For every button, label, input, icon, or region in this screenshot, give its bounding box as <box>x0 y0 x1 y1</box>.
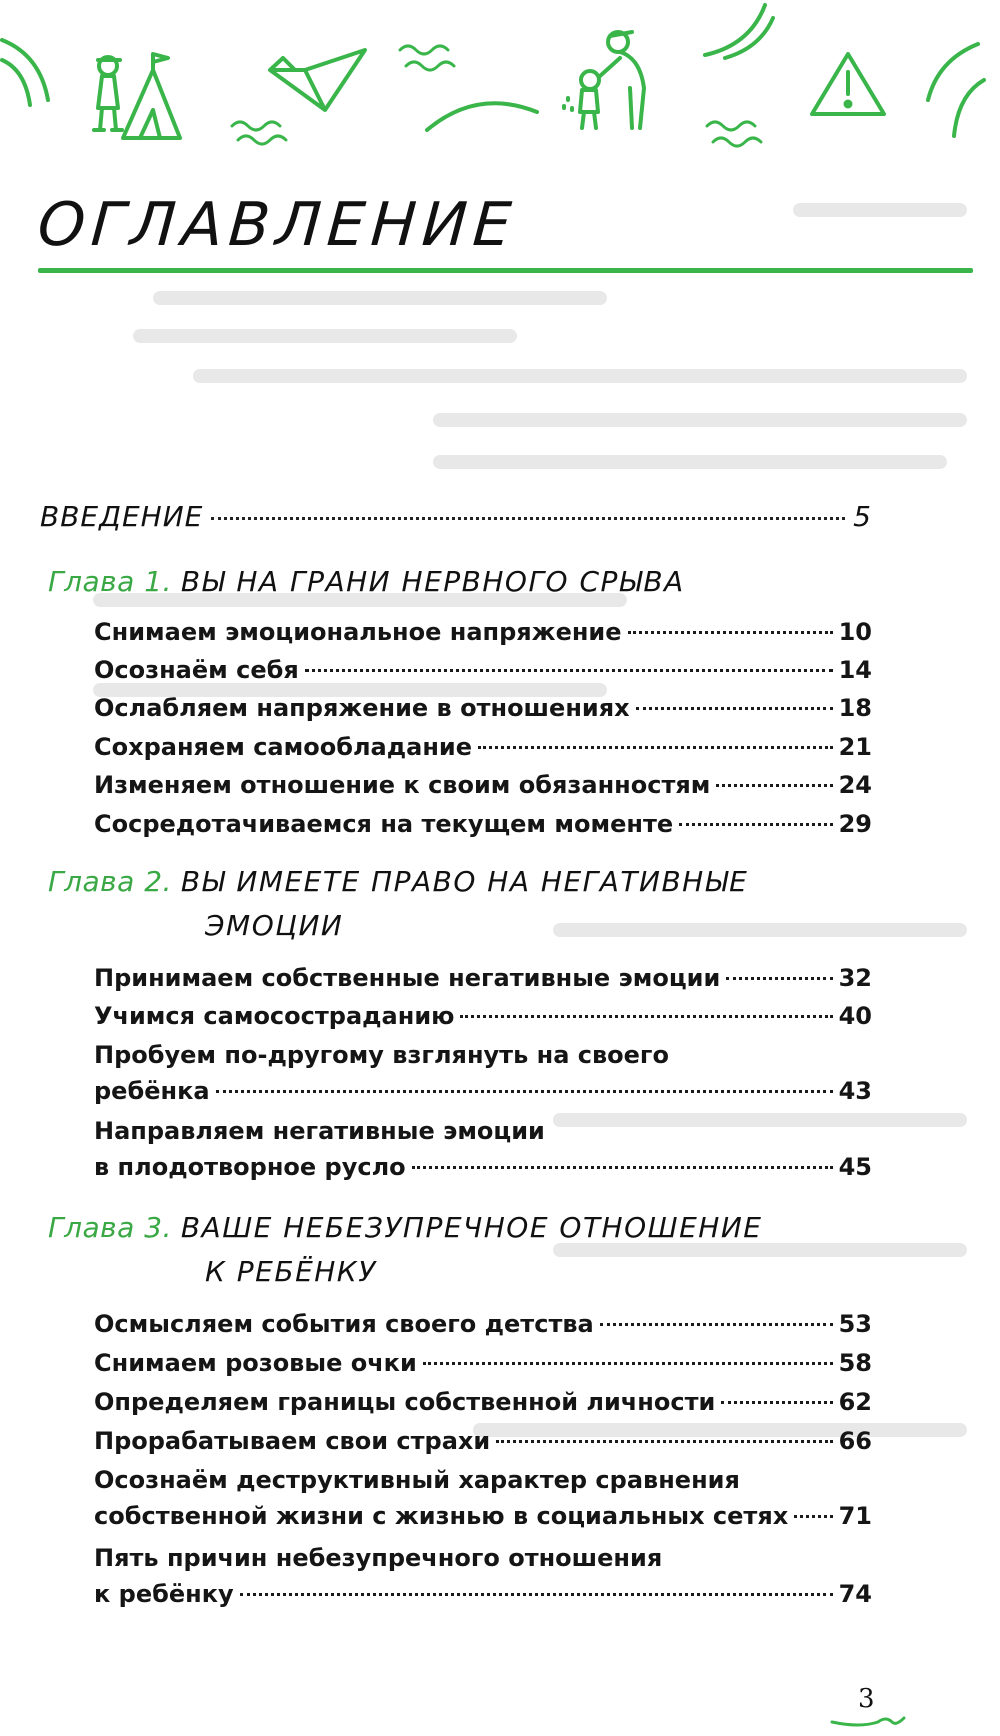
intro-page: 5 <box>853 500 872 533</box>
dot-leader <box>636 707 833 710</box>
entry-page: 21 <box>838 733 872 761</box>
entry-page: 14 <box>838 656 872 684</box>
entry-page: 71 <box>838 1502 872 1530</box>
warning-sign-icon <box>808 50 888 120</box>
toc-entry[interactable] <box>94 998 872 1034</box>
origami-bird-icon <box>265 40 375 120</box>
entry-title: Осмысляем события своего детства <box>94 1310 594 1338</box>
entry-page: 40 <box>838 1002 872 1030</box>
arc-lines-icon <box>918 40 988 140</box>
chapter-heading-1[interactable] <box>48 560 928 604</box>
entry-title: Определяем границы собственной личности <box>94 1388 716 1416</box>
entry-title: Ослабляем напряжение в отношениях <box>94 694 630 722</box>
chapter-heading-3[interactable] <box>48 1206 928 1294</box>
entry-title-line1: Пробуем по-другому взглянуть на своего <box>94 1041 669 1069</box>
dot-leader <box>478 746 833 749</box>
entry-title: Осознаём себя <box>94 656 299 684</box>
chapter-heading-2[interactable] <box>48 860 928 948</box>
page-number-swash-icon <box>830 1712 910 1736</box>
intro-label: ВВЕДЕНИЕ <box>40 500 204 533</box>
dot-leader <box>496 1440 832 1443</box>
entry-title: Прорабатываем свои страхи <box>94 1427 491 1455</box>
entry-page: 74 <box>838 1580 872 1608</box>
entry-title: Снимаем эмоциональное напряжение <box>94 618 622 646</box>
dot-leader <box>240 1593 833 1596</box>
dot-leader <box>628 631 833 634</box>
entry-page: 24 <box>838 771 872 799</box>
chapter-title-cont: К РЕБЁНКУ <box>205 1255 377 1288</box>
toc-entry[interactable] <box>94 729 872 765</box>
entry-title: Учимся самосостраданию <box>94 1002 455 1030</box>
chapter-title-cont: ЭМОЦИИ <box>205 909 344 942</box>
arc-lines-icon <box>422 92 542 132</box>
entry-title: Сосредотачиваемся на текущем моменте <box>94 810 674 838</box>
chapter-title: ВЫ ИМЕЕТЕ ПРАВО НА НЕГАТИВНЫЕ <box>180 865 749 898</box>
entry-title: к ребёнку <box>94 1580 234 1608</box>
entry-page: 66 <box>838 1427 872 1455</box>
entry-page: 29 <box>838 810 872 838</box>
chapter-title: ВЫ НА ГРАНИ НЕРВНОГО СРЫВА <box>180 565 685 598</box>
dot-leader <box>679 823 832 826</box>
dot-leader <box>460 1015 832 1018</box>
child-with-tent-icon <box>88 50 198 145</box>
chapter-title: ВАШЕ НЕБЕЗУПРЕЧНОЕ ОТНОШЕНИЕ <box>180 1211 763 1244</box>
toc-entry-intro[interactable] <box>40 500 872 550</box>
dot-leader <box>423 1362 833 1365</box>
dot-leader <box>216 1090 833 1093</box>
entry-page: 18 <box>838 694 872 722</box>
entry-page: 10 <box>838 618 872 646</box>
title-underline <box>38 268 973 273</box>
chapter-label: Глава 1. <box>48 565 172 598</box>
waves-icon <box>230 118 290 148</box>
page-title: ОГЛАВЛЕНИЕ <box>35 190 520 260</box>
chapter-label: Глава 3. <box>48 1211 172 1244</box>
parent-and-child-icon <box>560 28 680 138</box>
dot-leader <box>794 1515 832 1518</box>
toc-entry[interactable] <box>94 1540 872 1612</box>
entry-title: собственной жизни с жизнью в социальных сетях <box>94 1502 789 1530</box>
entry-title: Изменяем отношение к своим обязанностям <box>94 771 711 799</box>
waves-icon <box>705 118 765 153</box>
toc-entry[interactable] <box>94 767 872 803</box>
toc-entry[interactable] <box>94 1423 872 1459</box>
toc-entry[interactable] <box>94 1462 872 1534</box>
arc-lines-icon <box>695 0 775 60</box>
entry-page: 62 <box>838 1388 872 1416</box>
entry-title: ребёнка <box>94 1077 210 1105</box>
dot-leader <box>721 1401 832 1404</box>
toc-entry[interactable] <box>94 1345 872 1381</box>
toc-entry[interactable] <box>94 1384 872 1420</box>
dot-leader <box>726 977 832 980</box>
toc-entry[interactable] <box>94 1037 872 1109</box>
entry-title: Сохраняем самообладание <box>94 733 472 761</box>
entry-title-line1: Пять причин небезупречного отношения <box>94 1544 663 1572</box>
dot-leader <box>305 669 833 672</box>
dot-leader <box>600 1323 833 1326</box>
entry-title-line1: Осознаём деструктивный характер сравнения <box>94 1466 740 1494</box>
toc-entry[interactable] <box>94 652 872 688</box>
header-illustrations <box>0 0 1000 170</box>
entry-page: 43 <box>838 1077 872 1105</box>
entry-title: Снимаем розовые очки <box>94 1349 417 1377</box>
dot-leader <box>412 1166 833 1169</box>
toc-entry[interactable] <box>94 690 872 726</box>
toc-entry[interactable] <box>94 614 872 650</box>
entry-title: Принимаем собственные негативные эмоции <box>94 964 721 992</box>
entry-page: 58 <box>838 1349 872 1377</box>
toc-entry[interactable] <box>94 1113 872 1185</box>
dot-leader <box>716 784 832 787</box>
toc-entry[interactable] <box>94 960 872 996</box>
entry-title: в плодотворное русло <box>94 1153 406 1181</box>
dot-leader <box>211 517 845 520</box>
page-number: 3 <box>858 1684 875 1714</box>
entry-page: 32 <box>838 964 872 992</box>
entry-title-line1: Направляем негативные эмоции <box>94 1117 545 1145</box>
entry-page: 45 <box>838 1153 872 1181</box>
entry-page: 53 <box>838 1310 872 1338</box>
toc-entry[interactable] <box>94 1306 872 1342</box>
waves-icon <box>398 40 458 80</box>
chapter-label: Глава 2. <box>48 865 172 898</box>
arc-lines-icon <box>0 30 60 110</box>
toc-entry[interactable] <box>94 806 872 842</box>
